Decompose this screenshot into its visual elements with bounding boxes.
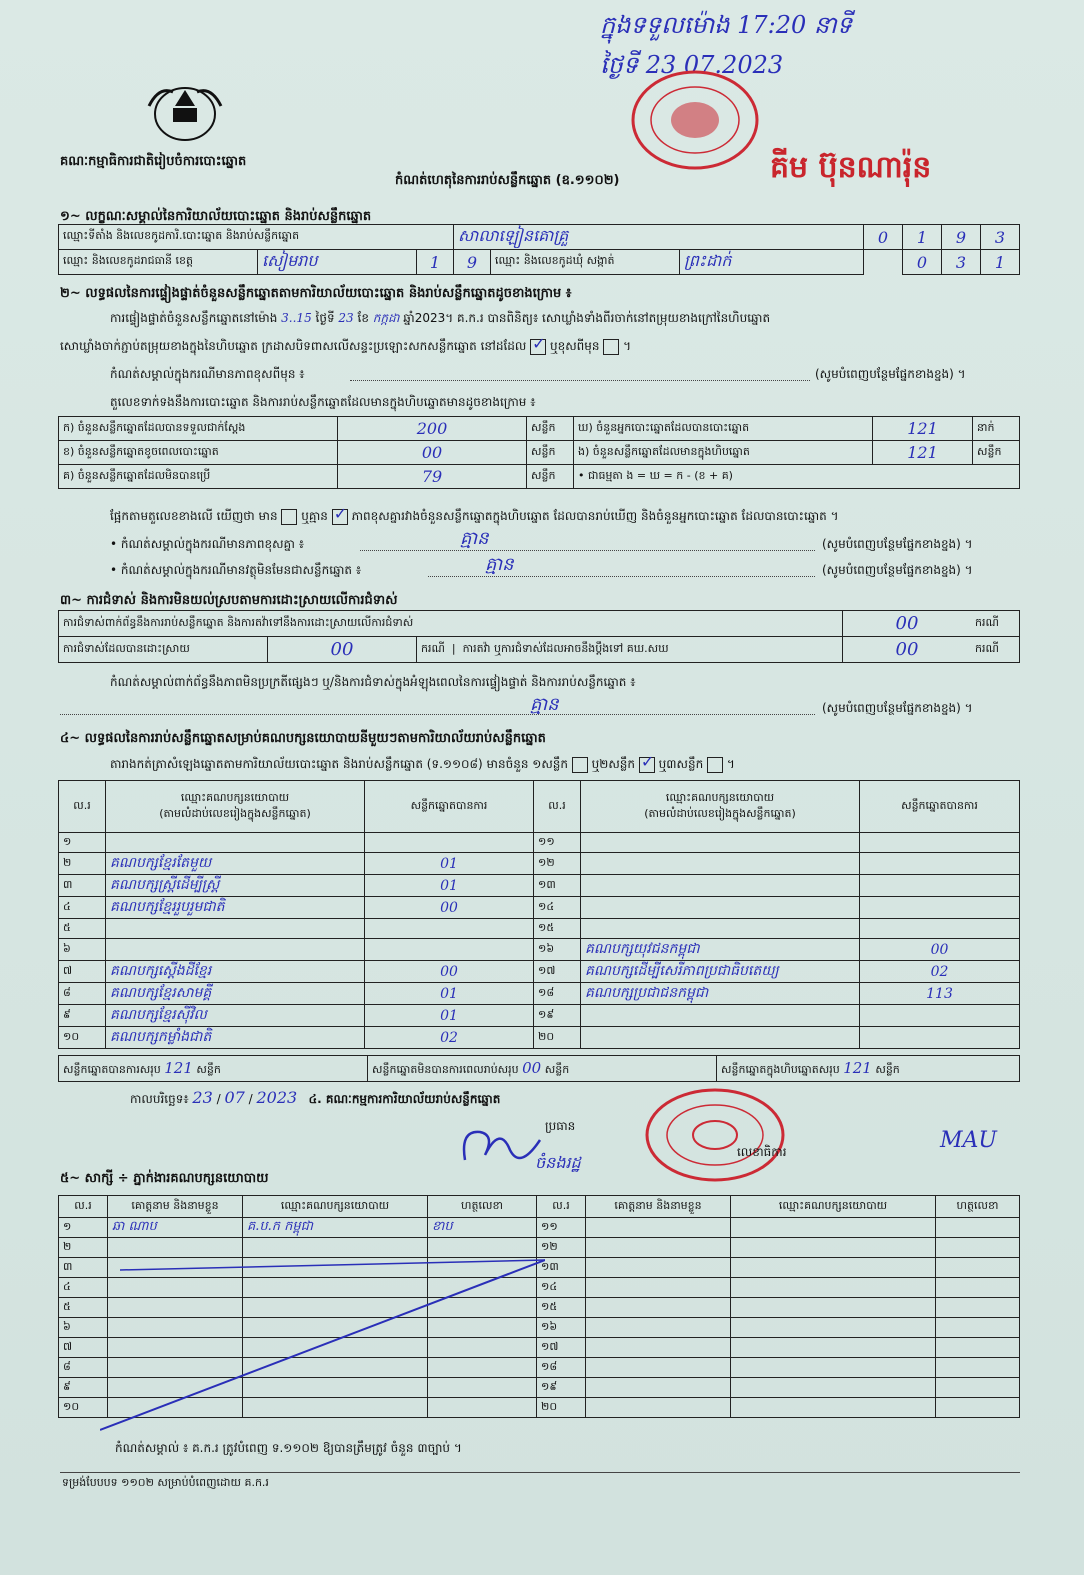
witness-name xyxy=(586,1398,731,1418)
party-name xyxy=(106,833,365,853)
objections-table: ការជំទាស់ពាក់ព័ន្ធនឹងការរាប់សន្លឹកឆ្នោត និងការតវ៉ាទៅនឹងការដោះស្រាយលើការជំទាស់ 00 ករណី ការជំទាស់ដែលបានដោះស្រាយ 00 ករណី | ការតវ៉ា ឬការជំទាស់ដែលអាចនឹងប្ដឹងទៅ គឃ.សឃ 00 ករណី xyxy=(58,610,1020,663)
table-row xyxy=(59,833,1020,853)
witness-no: ៧ xyxy=(59,1338,108,1358)
party-name: គណបក្សស្ដើងដីខ្មែរ xyxy=(106,961,365,983)
date-year: 2023 xyxy=(256,1088,298,1107)
party-votes xyxy=(860,833,1020,853)
date-line: កាលបរិច្ឆេទ៖ 23 / 07 / 2023 ៤. គណៈកម្មការការិយាល័យរាប់សន្លឹកឆ្នោត xyxy=(130,1088,501,1107)
table-row xyxy=(59,853,1020,875)
witness-party xyxy=(731,1358,936,1378)
witness-signature xyxy=(936,1378,1020,1398)
party-votes xyxy=(860,1005,1020,1027)
witness-signature xyxy=(936,1218,1020,1238)
party-name xyxy=(581,875,860,897)
box-total: 121 xyxy=(843,1058,872,1077)
party-votes: 00 xyxy=(860,939,1020,961)
party-name: គណបក្សខ្មែរស៊ីវិល xyxy=(106,1005,365,1027)
party-no: ២០ xyxy=(534,1027,581,1049)
form-page: ក្នុងទទួលម៉ោង 17:20 នាទី ថ្ងៃទី 23 07.2023 គីម ប៊ុនណារ៉ុន គណៈកម្មាធិការជាតិរៀបចំការបោះឆ្នោត កំណត់ហេតុនៃការរាប់សន្លឹកឆ្នោត (ឧ.១១០២) ១~ លក្ខណៈសម្គាល់នៃការិយាល័យបោះឆ្នោត និងរាប់សន្លឹកឆ្នោត ឈ្មោះទីតាំង និងលេខកូដការិ.បោះឆ្នោត និងរាប់សន្លឹកឆ្នោត សាលាឡៀនគោគ្រួ 0 1 9 3 ឈ្មោះ និងលេខកូដរាជធានី ខេត្ត សៀមរាប 1 9 ឈ្មោះ និងលេខកូដឃុំ សង្កាត់ ព្រះដាក់ 0 3 1 ២~ លទ្ធផលនៃការផ្ទៀងផ្ទាត់ចំនួនសន្លឹកឆ្នោតតាមការិយាល័យបោះឆ្នោត និងរាប់សន្លឹកឆ្នោតដូចខាងក្រោម ៖ ការផ្ទៀងផ្ទាត់ចំនួនសន្លឹកឆ្នោតនៅម៉ោង 3..15 ថ្ងៃទី 23 ខែ កក្កដា ឆ្នាំ2023។ គ.ក.រ បានពិនិត្យ៖ សោឃ្លាំងទាំងពីរចាក់នៅតម្រុយខាងក្រៅនៃហិបឆ្នោត សោឃ្លាំងចាក់ភ្ជាប់តម្រុយខាងក្នុងនៃហិបឆ្នោត ក្រដាសបិទពាសលើសន្ទះប្រឡោះសកសន្លឹកឆ្នោត នៅដដែល ✓ ឬខុសពីមុន ។ កំណត់សម្គាល់ក្នុងករណីមានភាពខុសពីមុន ៖ (សូមបំពេញបន្ថែមផ្នែកខាងខ្នង) ។ តួលេខទាក់ទងនឹងការបោះឆ្នោត និងការរាប់សន្លឹកឆ្នោតដែលមានក្នុងហិបឆ្នោតមានដូចខាងក្រោម ៖ ក) ចំនួនសន្លឹកឆ្នោតដែលបានទទួលជាក់ស្ដែង 200 សន្លឹក ឃ) ចំនួនអ្នកបោះឆ្នោតដែលបានបោះឆ្នោត 121 នាក់ ខ) ចំនួនសន្លឹកឆ្នោតខូចពេលបោះឆ្នោត 00 សន្លឹក ង) ចំនួនសន្លឹកឆ្នោតដែលមានក្នុងហិបឆ្នោត 121 សន្លឹក គ) ចំនួនសន្លឹកឆ្នោតដែលមិនបានប្រើ 79 សន្លឹក • ជាធម្មតា ង = ឃ = ក - (ខ + គ) ផ្អែកតាមតួលេខខាងលើ យើញថា មាន ឬគ្មាន ✓ ភាពខុសគ្នារវាងចំនួនសន្លឹកឆ្នោតក្នុងហិបឆ្នោត ដែលបានរាប់ឃើញ និងចំនួនអ្នកបោះឆ្នោត ដែលបានបោះឆ្នោត ។ • កំណត់សម្គាល់ក្នុងករណីមានភាពខុសគ្នា ៖ គ្មាន (សូមបំពេញបន្ថែមផ្នែកខាងខ្នង) ។ • កំណត់សម្គាល់ក្នុងករណីមានវត្ថុមិនមែនជាសន្លឹកឆ្នោត ៖ គ្មាន (សូមបំពេញបន្ថែមផ្នែកខាងខ្នង) ។ ៣~ ការជំទាស់ និងការមិនយល់ស្របតាមការដោះស្រាយលើការជំទាស់ ការជំទាស់ពាក់ព័ន្ធនឹងការរាប់សន្លឹកឆ្នោត និងការតវ៉ាទៅនឹងការដោះស្រាយលើការជំទាស់ 00 ករណី ការជំទាស់ដែលបានដោះស្រាយ 00 ករណី | ការតវ៉ា ឬការជំទាស់ដែលអាចនឹងប្ដឹងទៅ គឃ.សឃ 00 ករណី កំណត់សម្គាល់ពាក់ព័ន្ធនឹងភាពមិនប្រក្រតីផ្សេងៗ ឬ/និងការជំទាស់ក្នុងអំឡុងពេលនៃការផ្ទៀងផ្ទាត់ និងការរាប់សន្លឹកឆ្នោត ៖ គ្មាន (សូមបំពេញបន្ថែមផ្នែកខាងខ្នង) ។ ៤~ លទ្ធផលនៃការរាប់សន្លឹកឆ្នោតសម្រាប់គណបក្សនយោបាយនីមួយៗតាមការិយាល័យរាប់សន្លឹកឆ្នោត តារាងកត់ត្រាសំឡេងឆ្នោតតាមការិយាល័យបោះឆ្នោត និងរាប់សន្លឹកឆ្នោត (ទ.១១០៨) មានចំនួន ១សន្លឹក ឬ២សន្លឹក ✓ ឬ៣សន្លឹក ។ ល.រ ឈ្មោះគណបក្សនយោបាយ (តាមលំដាប់លេខរៀងក្នុងសន្លឹកឆ្នោត) សន្លឹកឆ្នោតបានការ ល.រ ឈ្មោះគណបក្សនយោបាយ (តាមលំដាប់លេខរៀងក្នុងសន្លឹកឆ្នោត) សន្លឹកឆ្នោតបានការ ១ ១១ ២ គណបក្សខ្មែរតែមួយ 01 ១២ ៣ គណបក្សស្ត្រីដើម្បីស្ត្រី 01 ១៣ ៤ គណបក្សខ្មែររួបរួមជាតិ 00 ១៤ ៥ ១៥ ៦ ១៦ គណបក្សយុវជនកម្ពុជា 00 ៧ គណបក្សស្ដើងដីខ្មែរ 00 ១៧ គណបក្សដើម្បីសេរីភាពប្រជាធិបតេយ្យ 02 ៨ គណបក្សខ្មែរសាមគ្គី 01 ១៨ គណបក្សប្រជាជនកម្ពុជា 113 ៩ គណបក្សខ្មែរស៊ីវិល 01 ១៩ ១០ គណបក្សកម្លាំងជាតិ 02 ២០ សន្លឹកឆ្នោតបានការសរុប 121 សន្លឹក សន្លឹកឆ្នោតមិនបានការពេលរាប់សរុប 00 សន្លឹក សន្លឹកឆ្នោតក្នុងហិបឆ្នោតសរុប 121 សន្លឹក កាលបរិច្ឆេទ៖ 23 / 07 / 2023 ៤. គណៈកម្មការការិយាល័យរាប់សន្លឹកឆ្នោត ប្រធាន ចំនងរដ្ឋ លេខាធិការ MAU ៥~ សាក្សី ÷ ភ្នាក់ងារគណបក្សនយោបាយ ល.រ គោត្តនាម និងនាមខ្លួន ឈ្មោះគណបក្សនយោបាយ ហត្ថលេខា ល.រ គោត្តនាម និងនាមខ្លួន ឈ្មោះគណបក្សនយោបាយ ហត្ថលេខា ១ ឆា ណាប គ.ប.ក កម្ពុជា ខាប ១១ ២ ១២ ៣ ១៣ ៤ ១៤ ៥ ១៥ ៦ ១៦ ៧ ១៧ ៨ ១៨ ៩ ១៩ ១០ ២០ កំណត់សម្គាល់ ៖ គ.ក.រ ត្រូវបំពេញ ទ.១១០២ ឱ្យបានត្រឹមត្រូវ ចំនួន ៣ច្បាប់ ។ ទម្រង់បែបបទ ១១០២ សម្រាប់បំពេញដោយ គ.ក.រ xyxy=(0,0,1084,1575)
witness-name: ឆា ណាប xyxy=(108,1218,243,1238)
difference-bullet: • កំណត់សម្គាល់ក្នុងករណីមានភាពខុសគ្នា ៖ xyxy=(110,537,305,551)
unused-ballots: 79 xyxy=(338,465,527,489)
witness-name xyxy=(586,1238,731,1258)
section3-heading: ៣~ ការជំទាស់ និងការមិនយល់ស្របតាមការដោះស្រាយលើការជំទាស់ xyxy=(60,593,398,608)
witness-name xyxy=(586,1358,731,1378)
table-row xyxy=(59,919,1020,939)
witness-no: ១៣ xyxy=(537,1258,586,1278)
party-no: ១៤ xyxy=(534,897,581,919)
party-no: ៣ xyxy=(59,875,106,897)
witness-no: ១៦ xyxy=(537,1318,586,1338)
commune-label: ឈ្មោះ និងលេខកូដឃុំ សង្កាត់ xyxy=(491,250,680,275)
witness-no: ៩ xyxy=(59,1378,108,1398)
station-label: ឈ្មោះទីតាំង និងលេខកូដការិ.បោះឆ្នោត និងរាប់សន្លឹកឆ្នោត xyxy=(59,225,454,250)
party-name: គណបក្សខ្មែរតែមួយ xyxy=(106,853,365,875)
station-code-4: 3 xyxy=(981,225,1020,250)
section5-heading: ៥~ សាក្សី ÷ ភ្នាក់ងារគណបក្សនយោបាយ xyxy=(60,1171,269,1186)
party-no: ១១ xyxy=(534,833,581,853)
party-no: ៦ xyxy=(59,939,106,961)
party-no: ១៧ xyxy=(534,961,581,983)
party-name: គណបក្សដើម្បីសេរីភាពប្រជាធិបតេយ្យ xyxy=(581,961,860,983)
province-code-1: 1 xyxy=(417,250,454,275)
party-no: ១៥ xyxy=(534,919,581,939)
witness-no: ១៧ xyxy=(537,1338,586,1358)
station-name: សាលាឡៀនគោគ្រួ xyxy=(454,225,864,250)
secretary-label: លេខាធិការ xyxy=(737,1145,787,1159)
secretary-code: MAU xyxy=(940,1128,997,1153)
party-votes: 01 xyxy=(365,853,534,875)
ballots-in-box: 121 xyxy=(873,441,973,465)
witness-table: ល.រ គោត្តនាម និងនាមខ្លួន ឈ្មោះគណបក្សនយោបាយ ហត្ថលេខា ល.រ គោត្តនាម និងនាមខ្លួន ឈ្មោះគណបក្សនយោបាយ ហត្ថលេខា ១ ឆា ណាប គ.ប.ក កម្ពុជា ខាប ១១ ២ ១២ ៣ ១៣ ៤ ១៤ ៥ ១៥ ៦ ១៦ ៧ ១៧ ៨ ១៨ ៩ ១៩ ១០ ២០ xyxy=(58,1195,1020,1418)
witness-no: ២០ xyxy=(537,1398,586,1418)
witness-party xyxy=(731,1378,936,1398)
witness-no: ១ xyxy=(59,1218,108,1238)
party-results-table: ល.រ ឈ្មោះគណបក្សនយោបាយ (តាមលំដាប់លេខរៀងក្នុងសន្លឹកឆ្នោត) សន្លឹកឆ្នោតបានការ ល.រ ឈ្មោះគណបក្សនយោបាយ (តាមលំដាប់លេខរៀងក្នុងសន្លឹកឆ្នោត) សន្លឹកឆ្នោតបានការ ១ ១១ ២ គណបក្សខ្មែរតែមួយ 01 ១២ ៣ គណបក្សស្ត្រីដើម្បីស្ត្រី 01 ១៣ ៤ គណបក្សខ្មែររួបរួមជាតិ 00 ១៤ ៥ ១៥ ៦ ១៦ គណបក្សយុវជនកម្ពុជា 00 ៧ គណបក្សស្ដើងដីខ្មែរ 00 ១៧ គណបក្សដើម្បីសេរីភាពប្រជាធិបតេយ្យ 02 ៨ គណបក្សខ្មែរសាមគ្គី 01 ១៨ គណបក្សប្រជាជនកម្ពុជា 113 ៩ គណបក្សខ្មែរស៊ីវិល 01 ១៩ ១០ គណបក្សកម្លាំងជាតិ 02 ២០ xyxy=(58,780,1020,1049)
witness-party: គ.ប.ក កម្ពុជា xyxy=(243,1218,428,1238)
table-row xyxy=(59,897,1020,919)
witness-no: ២ xyxy=(59,1238,108,1258)
received-ballots: 200 xyxy=(338,417,527,441)
section4-heading: ៤~ លទ្ធផលនៃការរាប់សន្លឹកឆ្នោតសម្រាប់គណបក្សនយោបាយនីមួយៗតាមការិយាល័យរាប់សន្លឹកឆ្នោត xyxy=(60,731,546,746)
nec-logo xyxy=(143,76,227,146)
witness-no: ៣ xyxy=(59,1258,108,1278)
station-code-2: 1 xyxy=(903,225,942,250)
irregularity-note-value: គ្មាន xyxy=(530,694,559,715)
commune-code-3: 1 xyxy=(981,250,1020,275)
commune-name: ព្រះដាក់ xyxy=(680,250,864,275)
party-no: ៨ xyxy=(59,983,106,1005)
witness-no: ៤ xyxy=(59,1278,108,1298)
party-votes: 01 xyxy=(365,983,534,1005)
verify-month: កក្កដា xyxy=(372,311,400,325)
discrepancy-line: ផ្អែកតាមតួលេខខាងលើ យើញថា មាន ឬគ្មាន ✓ ភាពខុសគ្នារវាងចំនួនសន្លឹកឆ្នោតក្នុងហិបឆ្នោត ដែលបានរាប់ឃើញ និងចំនួនអ្នកបោះឆ្នោត ដែលបានបោះឆ្នោត ។ xyxy=(110,508,839,526)
witness-signature xyxy=(936,1238,1020,1258)
party-votes: 00 xyxy=(365,961,534,983)
witness-no: ១០ xyxy=(59,1398,108,1418)
witness-no: ១៩ xyxy=(537,1378,586,1398)
witness-signature xyxy=(936,1258,1020,1278)
party-name xyxy=(581,1027,860,1049)
verification-line1: ការផ្ទៀងផ្ទាត់ចំនួនសន្លឹកឆ្នោតនៅម៉ោង 3..15 ថ្ងៃទី 23 ខែ កក្កដា ឆ្នាំ2023។ គ.ក.រ បានពិនិត្យ៖ សោឃ្លាំងទាំងពីរចាក់នៅតម្រុយខាងក្រៅនៃហិបឆ្នោត xyxy=(110,311,771,325)
province-name: សៀមរាប xyxy=(258,250,417,275)
party-name xyxy=(581,919,860,939)
witness-name xyxy=(586,1258,731,1278)
section1-heading: ១~ លក្ខណៈសម្គាល់នៃការិយាល័យបោះឆ្នោត និងរាប់សន្លឹកឆ្នោត xyxy=(60,209,372,224)
party-no: ១២ xyxy=(534,853,581,875)
party-votes: 01 xyxy=(365,875,534,897)
witness-no: ១៨ xyxy=(537,1358,586,1378)
witness-signature xyxy=(936,1318,1020,1338)
verification-line2: សោឃ្លាំងចាក់ភ្ជាប់តម្រុយខាងក្នុងនៃហិបឆ្នោត ក្រដាសបិទពាសលើសន្ទះប្រឡោះសកសន្លឹកឆ្នោត នៅដដែល ✓ ឬខុសពីមុន ។ xyxy=(60,338,631,356)
strike-through-line xyxy=(100,1220,545,1440)
party-name: គណបក្សប្រជាជនកម្ពុជា xyxy=(581,983,860,1005)
non-ballot-bullet: • កំណត់សម្គាល់ក្នុងករណីមានវត្ថុមិនមែនជាសន្លឹកឆ្នោត ៖ xyxy=(110,563,362,577)
copies-note: កំណត់សម្គាល់ ៖ គ.ក.រ ត្រូវបំពេញ ទ.១១០២ ឱ្យបានត្រឹមត្រូវ ចំនួន ៣ច្បាប់ ។ xyxy=(115,1441,462,1455)
province-label: ឈ្មោះ និងលេខកូដរាជធានី ខេត្ត xyxy=(59,250,258,275)
one-sheet-checkbox[interactable] xyxy=(572,757,588,773)
witness-party xyxy=(731,1338,936,1358)
party-name xyxy=(106,919,365,939)
has-difference-checkbox[interactable] xyxy=(281,509,297,525)
party-votes xyxy=(860,919,1020,939)
witness-no: ១១ xyxy=(537,1218,586,1238)
witness-name xyxy=(586,1318,731,1338)
witness-party xyxy=(731,1398,936,1418)
party-votes: 02 xyxy=(860,961,1020,983)
three-sheets-checkbox[interactable] xyxy=(707,757,723,773)
party-votes xyxy=(860,897,1020,919)
non-ballot-bullet-value: គ្មាន xyxy=(485,554,514,575)
objection-count: 00 xyxy=(843,611,972,637)
witness-party xyxy=(731,1278,936,1298)
voters-voted: 121 xyxy=(873,417,973,441)
party-name: គណបក្សខ្មែរសាមគ្គី xyxy=(106,983,365,1005)
irregularity-note-label: កំណត់សម្គាល់ពាក់ព័ន្ធនឹងភាពមិនប្រក្រតីផ្សេងៗ ឬ/និងការជំទាស់ក្នុងអំឡុងពេលនៃការផ្ទៀងផ្ទាត់ និងការរាប់សន្លឹកឆ្នោត ៖ xyxy=(110,675,636,689)
party-votes: 02 xyxy=(365,1027,534,1049)
table-row xyxy=(59,961,1020,983)
witness-name xyxy=(586,1378,731,1398)
party-no: ២ xyxy=(59,853,106,875)
changed-checkbox[interactable] xyxy=(603,339,619,355)
witness-name xyxy=(586,1298,731,1318)
chair-label: ប្រធាន xyxy=(545,1119,576,1133)
ballot-figures-table: ក) ចំនួនសន្លឹកឆ្នោតដែលបានទទួលជាក់ស្ដែង 200 សន្លឹក ឃ) ចំនួនអ្នកបោះឆ្នោតដែលបានបោះឆ្នោត 121 នាក់ ខ) ចំនួនសន្លឹកឆ្នោតខូចពេលបោះឆ្នោត 00 សន្លឹក ង) ចំនួនសន្លឹកឆ្នោតដែលមានក្នុងហិបឆ្នោត 121 សន្លឹក គ) ចំនួនសន្លឹកឆ្នោតដែលមិនបានប្រើ 79 សន្លឹក • ជាធម្មតា ង = ឃ = ក - (ខ + គ) xyxy=(58,416,1020,489)
witness-no: ១៤ xyxy=(537,1278,586,1298)
unchanged-checkbox[interactable] xyxy=(530,339,546,355)
party-no: ៩ xyxy=(59,1005,106,1027)
form-title: កំណត់ហេតុនៃការរាប់សន្លឹកឆ្នោត (ឧ.១១០២) xyxy=(395,173,620,188)
province-code-2: 9 xyxy=(454,250,491,275)
party-no: ១៨ xyxy=(534,983,581,1005)
witness-no: ៦ xyxy=(59,1318,108,1338)
chair-name: ចំនងរដ្ឋ xyxy=(535,1153,581,1172)
date-day: 23 xyxy=(192,1088,213,1107)
party-name: គណបក្សយុវជនកម្ពុជា xyxy=(581,939,860,961)
party-votes xyxy=(860,875,1020,897)
party-name xyxy=(106,939,365,961)
station-code-3: 9 xyxy=(942,225,981,250)
verify-time: 3..15 xyxy=(281,311,312,325)
party-no: ១០ xyxy=(59,1027,106,1049)
party-no: ៧ xyxy=(59,961,106,983)
two-sheets-checkbox[interactable] xyxy=(639,757,655,773)
party-votes: 01 xyxy=(365,1005,534,1027)
appealable-objections: 00 xyxy=(843,637,972,663)
difference-note-label: កំណត់សម្គាល់ក្នុងករណីមានភាពខុសពីមុន ៖ xyxy=(110,367,305,381)
org-name: គណៈកម្មាធិការជាតិរៀបចំការបោះឆ្នោត xyxy=(60,154,247,169)
fill-back-note: (សូមបំពេញបន្ថែមផ្នែកខាងខ្នង) ។ xyxy=(815,367,966,381)
witness-signature xyxy=(936,1278,1020,1298)
party-votes xyxy=(365,939,534,961)
witness-no: ៥ xyxy=(59,1298,108,1318)
party-name xyxy=(581,897,860,919)
chair-signature xyxy=(455,1120,545,1175)
witness-party xyxy=(731,1318,936,1338)
station-code-1: 0 xyxy=(864,225,903,250)
witness-name xyxy=(586,1338,731,1358)
no-difference-checkbox[interactable] xyxy=(332,509,348,525)
party-votes xyxy=(365,833,534,853)
witness-signature xyxy=(936,1338,1020,1358)
witness-signature xyxy=(936,1358,1020,1378)
witness-name xyxy=(586,1278,731,1298)
section2-heading: ២~ លទ្ធផលនៃការផ្ទៀងផ្ទាត់ចំនួនសន្លឹកឆ្នោតតាមការិយាល័យបោះឆ្នោត និងរាប់សន្លឹកឆ្នោតដូចខាងក្រោម ៖ xyxy=(60,286,572,301)
witness-no: ១៥ xyxy=(537,1298,586,1318)
table-row xyxy=(59,939,1020,961)
party-no: ១ xyxy=(59,833,106,853)
figures-intro: តួលេខទាក់ទងនឹងការបោះឆ្នោត និងការរាប់សន្លឹកឆ្នោតដែលមានក្នុងហិបឆ្នោតមានដូចខាងក្រោម ៖ xyxy=(110,395,536,409)
witness-party xyxy=(731,1238,936,1258)
commune-code-2: 3 xyxy=(942,250,981,275)
objection-row1-label: ការជំទាស់ពាក់ព័ន្ធនឹងការរាប់សន្លឹកឆ្នោត និងការតវ៉ាទៅនឹងការដោះស្រាយលើការជំទាស់ xyxy=(59,611,843,637)
party-no: ១៣ xyxy=(534,875,581,897)
spoiled-ballots: 00 xyxy=(338,441,527,465)
tally-sheet-line: តារាងកត់ត្រាសំឡេងឆ្នោតតាមការិយាល័យបោះឆ្នោត និងរាប់សន្លឹកឆ្នោត (ទ.១១០៨) មានចំនួន ១សន្លឹក ឬ២សន្លឹក ✓ ឬ៣សន្លឹក ។ xyxy=(110,756,735,774)
valid-total: 121 xyxy=(164,1058,193,1077)
witness-signature xyxy=(936,1398,1020,1418)
table-row xyxy=(59,1027,1020,1049)
date-month: 07 xyxy=(224,1088,245,1107)
totals-table: សន្លឹកឆ្នោតបានការសរុប 121 សន្លឹក សន្លឹកឆ្នោតមិនបានការពេលរាប់សរុប 00 សន្លឹក សន្លឹកឆ្នោតក្នុងហិបឆ្នោតសរុប 121 សន្លឹក xyxy=(58,1055,1020,1082)
party-no: ៥ xyxy=(59,919,106,939)
commune-code-1: 0 xyxy=(903,250,942,275)
party-votes xyxy=(365,919,534,939)
formula-note: • ជាធម្មតា ង = ឃ = ក - (ខ + គ) xyxy=(574,465,1020,489)
station-table xyxy=(58,224,1020,275)
party-votes xyxy=(860,853,1020,875)
party-name: គណបក្សស្ត្រីដើម្បីស្ត្រី xyxy=(106,875,365,897)
party-name xyxy=(581,833,860,853)
table-row xyxy=(59,875,1020,897)
invalid-total: 00 xyxy=(522,1058,542,1077)
verify-day: 23 xyxy=(338,311,354,325)
party-no: ១៩ xyxy=(534,1005,581,1027)
witness-party xyxy=(731,1298,936,1318)
witness-party xyxy=(731,1218,936,1238)
witness-name xyxy=(586,1218,731,1238)
witness-signature xyxy=(936,1298,1020,1318)
party-name xyxy=(581,853,860,875)
party-votes xyxy=(860,1027,1020,1049)
table-row xyxy=(59,983,1020,1005)
resolved-objections: 00 xyxy=(268,637,417,663)
party-no: ១៦ xyxy=(534,939,581,961)
party-name: គណបក្សកម្លាំងជាតិ xyxy=(106,1027,365,1049)
witness-no: ៨ xyxy=(59,1358,108,1378)
witness-party xyxy=(731,1258,936,1278)
form-footer: ទម្រង់បែបបទ ១១០២ សម្រាប់បំពេញដោយ គ.ក.រ xyxy=(62,1476,269,1489)
party-votes: 113 xyxy=(860,983,1020,1005)
witness-signature: ខាប xyxy=(428,1218,537,1238)
party-name xyxy=(581,1005,860,1027)
witness-no: ១២ xyxy=(537,1238,586,1258)
party-name: គណបក្សខ្មែររួបរួមជាតិ xyxy=(106,897,365,919)
signer-name: គីម ប៊ុនណារ៉ុន xyxy=(770,150,932,185)
receipt-time-note: ក្នុងទទួលម៉ោង 17:20 នាទី xyxy=(600,11,852,39)
table-row xyxy=(59,1005,1020,1027)
official-seal-bottom xyxy=(640,1085,790,1185)
party-no: ៤ xyxy=(59,897,106,919)
official-seal-top xyxy=(625,66,765,174)
receipt-date-note: ថ្ងៃទី 23 07.2023 xyxy=(600,51,784,79)
difference-bullet-value: គ្មាន xyxy=(460,528,489,549)
party-votes: 00 xyxy=(365,897,534,919)
